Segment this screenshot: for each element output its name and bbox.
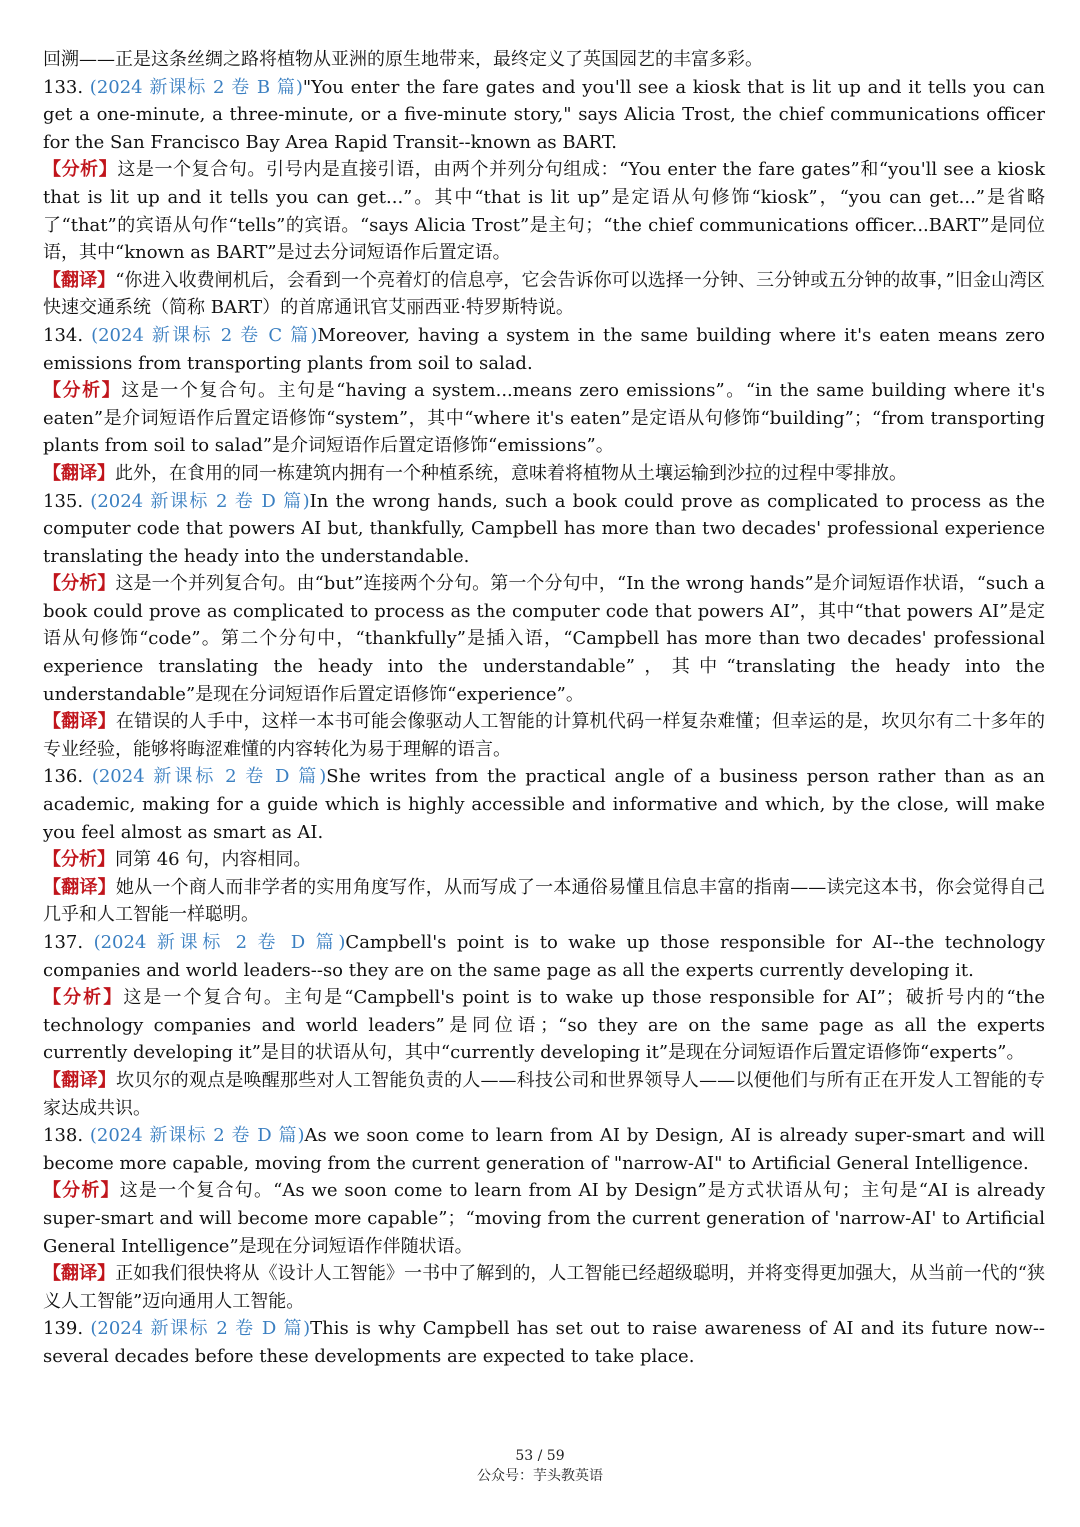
sentence-item [43, 488, 1045, 571]
page-number: 53 / 59 [515, 1448, 565, 1464]
translation-paragraph [43, 267, 1045, 322]
analysis-paragraph [43, 156, 1045, 266]
translation-text: 坎贝尔的观点是唤醒那些对人工智能负责的人——科技公司和世界领导人——以便他们与所有正在开发人工智能的专家达成共识。 [43, 1069, 1046, 1119]
translation-text: 正如我们很快将从《设计人工智能》一书中了解到的，人工智能已经超级聪明，并将变得更加强大，从当前一代的“狭义人工智能”迈向通用人工智能。 [43, 1263, 1045, 1312]
analysis-text: 同第 46 句，内容相同。 [115, 849, 312, 871]
item-source: (2024 新课标 2 卷 D 篇) [91, 766, 327, 788]
item-source: (2024 新课标 2 卷 D 篇) [93, 932, 346, 953]
translation-label: 【翻译】 [43, 269, 116, 291]
item-source: (2024 新课标 2 卷 B 篇) [89, 76, 303, 98]
sentence-item [43, 74, 1045, 157]
translation-text: 在错误的人手中，这样一本书可能会像驱动人工智能的计算机代码一样复杂难懂；但幸运的是，坎贝尔有二十多年的专业经验，能够将晦涩难懂的内容转化为易于理解的语言。 [43, 711, 1045, 760]
item-number: 138. [43, 1125, 84, 1147]
item-number: 137. [43, 932, 84, 953]
item-number: 135. [43, 490, 84, 512]
translation-paragraph [43, 874, 1045, 929]
analysis-text: 这是一个并列复合句。由“but”连接两个分句。第一个分句中，“In the wrong hands”是介词短语作状语，“such a book could prove as complicated to process as the computer code that powers AI”，其中“that powers AI”是定语从句修饰“code”。第二个分句中，“thankfully”是插入语，“Campbell has more than two decades' professional experience translating the heady into the understandable”，其中“translating the heady into the understandable”是现在分词短语作后置定语修饰“experience”。 [43, 573, 1045, 705]
analysis-paragraph [43, 377, 1045, 460]
translation-text: 她从一个商人而非学者的实用角度写作，从而写成了一本通俗易懂且信息丰富的指南——读完这本书，你会觉得自己几乎和人工智能一样聪明。 [43, 876, 1045, 926]
translation-label: 【翻译】 [43, 1069, 116, 1091]
analysis-label: 【分析】 [43, 573, 116, 595]
item-sentence: As we soon come to learn from AI by Design, AI is already super-smart and will become more capable, moving from the current generation of "narrow-AI" to Artificial General Intelligence. [43, 1125, 1045, 1174]
analysis-label: 【分析】 [43, 987, 124, 1009]
item-number: 136. [43, 766, 84, 788]
analysis-paragraph [43, 1177, 1045, 1260]
sentence-item [43, 1315, 1045, 1370]
sentence-item [43, 1122, 1045, 1177]
item-source: (2024 新课标 2 卷 D 篇) [90, 490, 310, 512]
sentence-item [43, 929, 1045, 984]
item-source: (2024 新课标 2 卷 D 篇) [90, 1318, 311, 1340]
analysis-paragraph [43, 846, 1045, 874]
item-sentence: Campbell's point is to wake up those responsible for AI--the technology companies and world leaders--so they are on the same page as all the experts currently developing it. [43, 932, 1045, 981]
translation-label: 【翻译】 [43, 711, 116, 733]
analysis-paragraph [43, 570, 1045, 708]
analysis-text: 这是一个复合句。“As we soon come to learn from AI by Design”是方式状语从句；主句是“AI is already super-smart and will become more capable”；“moving from the current generation of 'narrow-AI' to Artificial General Intelligence”是现在分词短语作伴随状语。 [43, 1180, 1046, 1257]
intro-line: 回溯——正是这条丝绸之路将植物从亚洲的原生地带来，最终定义了英国园艺的丰富多彩。 [43, 49, 763, 70]
publisher-line: 公众号：芋头教英语 [477, 1468, 603, 1484]
analysis-label: 【分析】 [43, 159, 118, 181]
analysis-label: 【分析】 [43, 1180, 120, 1202]
analysis-text: 这是一个复合句。主句是“Campbell's point is to wake up those responsible for AI”；破折号内的“the technology companies and world leaders”是同位语；“so they are on the same page as all the experts currently developing it”是目的状语从句，其中“currently developing it”是现在分词短语作后置定语修饰“experts”。 [43, 987, 1046, 1064]
translation-text: “你进入收费闸机后，会看到一个亮着灯的信息亭，它会告诉你可以选择一分钟、三分钟或五分钟的故事，”旧金山湾区快速交通系统（简称 BART）的首席通讯官艾丽西亚·特罗斯特说。 [43, 269, 1045, 319]
item-sentence: She writes from the practical angle of a business person rather than as an academic, making for a guide which is highly accessible and informative and which, by the close, will make you feel almost as smart as AI. [43, 766, 1045, 843]
translation-label: 【翻译】 [43, 462, 115, 484]
item-source: (2024 新课标 2 卷 C 篇) [91, 324, 318, 346]
sentence-item [43, 322, 1045, 377]
translation-label: 【翻译】 [43, 1263, 116, 1285]
analysis-paragraph [43, 984, 1045, 1067]
translation-paragraph [43, 708, 1045, 763]
analysis-label: 【分析】 [43, 380, 122, 402]
analysis-text: 这是一个复合句。引号内是直接引语，由两个并列分句组成：“You enter the fare gates”和“you'll see a kiosk that is lit up and it tells you can get...”。其中“that is lit up”是定语从句修饰“kiosk”，“you can get...”是省略了“that”的宾语从句作“tells”的宾语。“says Alicia Trost”是主句；“the chief communications officer...BART”是同位语，其中“known as BART”是过去分词短语作后置定语。 [43, 159, 1046, 264]
analysis-text: 这是一个复合句。主句是“having a system...means zero emissions”。“in the same building where it's eaten”是介词短语作后置定语修饰“system”，其中“where it's eaten”是定语从句修饰“building”；“from transporting plants from soil to salad”是介词短语作后置定语修饰“emissions”。 [43, 380, 1046, 457]
sentence-item [43, 763, 1045, 846]
item-sentence: Moreover, having a system in the same building where it's eaten means zero emissions from transporting plants from soil to salad. [43, 324, 1046, 374]
item-source: (2024 新课标 2 卷 D 篇) [89, 1125, 305, 1147]
translation-paragraph [43, 1260, 1045, 1315]
translation-paragraph [43, 1067, 1045, 1122]
translation-text: 此外，在食用的同一栋建筑内拥有一个种植系统，意味着将植物从土壤运输到沙拉的过程中零排放。 [115, 462, 907, 484]
item-number: 134. [43, 324, 84, 346]
translation-paragraph [43, 460, 1045, 488]
document-page [43, 46, 1045, 1371]
analysis-label: 【分析】 [43, 849, 115, 871]
item-number: 133. [43, 76, 84, 98]
sentence-list [43, 74, 1045, 1371]
item-sentence: This is why Campbell has set out to raise awareness of AI and its future now--several decades before these developments are expected to take place. [43, 1318, 1045, 1367]
item-sentence: "You enter the fare gates and you'll see a kiosk that is lit up and it tells you can get a one-minute, a three-minute, or a five-minute story," says Alicia Trost, the chief communications officer for the San Francisco Bay Area Rapid Transit--known as BART. [43, 76, 1045, 153]
translation-label: 【翻译】 [43, 876, 116, 898]
item-number: 139. [43, 1318, 84, 1340]
item-sentence: In the wrong hands, such a book could prove as complicated to process as the computer code that powers AI but, thankfully, Campbell has more than two decades' professional experience translating the heady into the understandable. [43, 490, 1045, 567]
